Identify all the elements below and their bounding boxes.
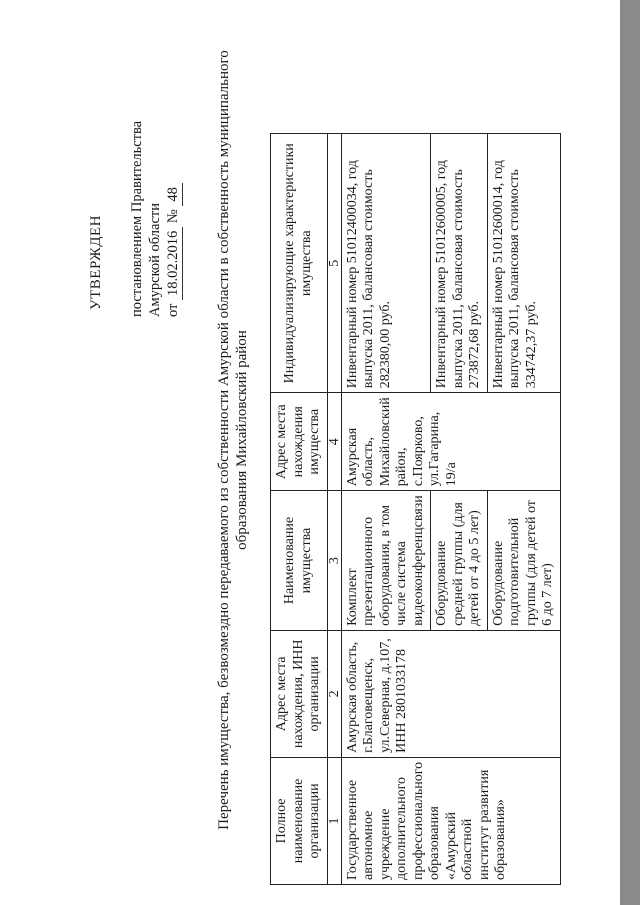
column-number: 3	[327, 491, 341, 631]
col-header-org-address: Адрес места нахождения, ИНН организации	[271, 630, 328, 757]
date-prefix: от	[165, 303, 181, 317]
table-row	[341, 134, 431, 885]
col-header-property-name: Наименование имущества	[271, 491, 328, 631]
decree-reference	[128, 121, 183, 317]
decree-line-1: постановлением Правительства	[129, 120, 145, 317]
col-header-org-name: Полное наименование организации	[271, 757, 328, 884]
title-line-2: образования Михайловский район	[234, 330, 250, 550]
column-number: 5	[327, 134, 341, 393]
column-numbers-row	[327, 134, 341, 885]
property-table	[270, 133, 561, 885]
cell-characteristics: Инвентарный номер 51012400034, год выпуска 2011, балансовая стоимость 282380,00 руб.	[341, 134, 431, 393]
column-number: 4	[327, 393, 341, 491]
cell-property-name: Оборудование подготовительной группы (для детей от 6 до 7 лет)	[487, 491, 560, 631]
decree-line-3	[164, 121, 183, 317]
cell-property-name: Комплект презентационного оборудования, в том числе система видеоконференцсвязи	[341, 491, 431, 631]
header-row	[271, 134, 328, 885]
column-number: 1	[327, 757, 341, 884]
cell-property-location: Амурская область, Михайловский район, с.Поярково, ул.Гагарина, 19/а	[341, 393, 560, 491]
approval-stamp: УТВЕРЖДЕН	[88, 215, 104, 310]
column-number: 2	[327, 630, 341, 757]
title-line-1: Перечень имущества, безвозмездно передаваемого из собственности Амурской области в собственность муниципального	[216, 50, 232, 830]
col-header-property-location: Адрес места нахождения имущества	[271, 393, 328, 491]
cell-characteristics: Инвентарный номер 51012600014, год выпуска 2011, балансовая стоимость 334742,37 руб.	[487, 134, 560, 393]
cell-characteristics: Инвентарный номер 51012600005, год выпуска 2011, балансовая стоимость 273872,68 руб.	[431, 134, 488, 393]
cell-org-address: Амурская область, г.Благовещенск, ул.Северная, д.107, ИНН 2801033178	[341, 630, 560, 757]
cell-property-name: Оборудование средней группы (для детей от 4 до 5 лет)	[431, 491, 488, 631]
decree-line-2: Амурской области	[147, 203, 163, 317]
decree-date: 18.02.2016	[164, 227, 183, 300]
decree-number: 48	[164, 183, 183, 206]
col-header-characteristics: Индивидуализирующие характеристики имущества	[271, 134, 328, 393]
document-title	[215, 40, 251, 840]
number-sign: №	[165, 209, 181, 224]
cell-org-name: Государственное автономное учреждение дополнительного профессионального образования «Амурский областной институт развития образования»	[341, 757, 560, 884]
